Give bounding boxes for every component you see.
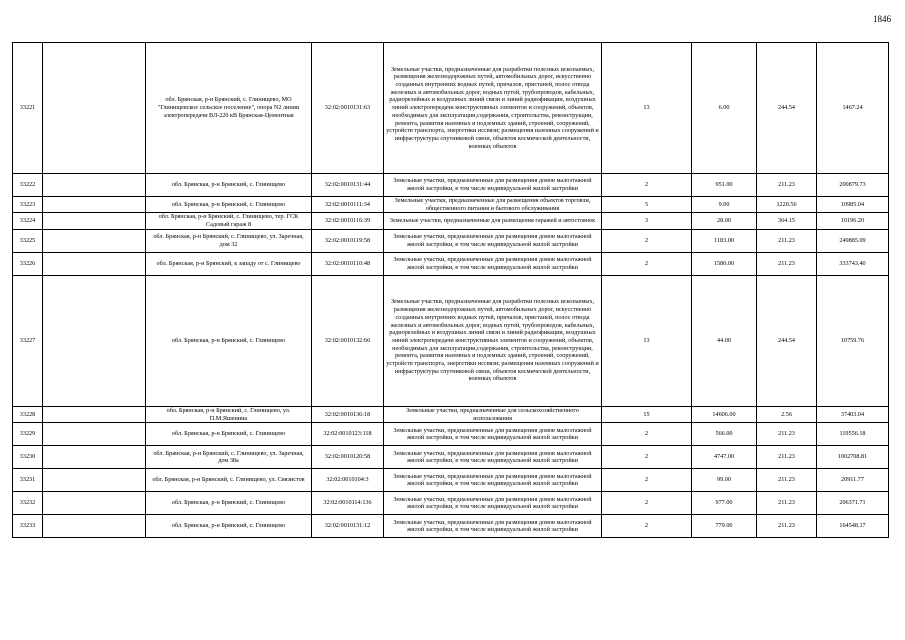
- cadastral-value-table: [12, 42, 889, 538]
- area-cell: 4747.00: [692, 446, 757, 469]
- table-row: [13, 43, 889, 174]
- address-cell: обл. Брянская, р-н Брянский, с. Глинищево, тер. ГСК Садовый гараж 8: [146, 213, 312, 229]
- land-purpose-cell: Земельные участки, предназначенные для размещения домов малоэтажной жилой застройки, в том числе индивидуальной жилой застройки: [384, 423, 602, 446]
- address-cell: обл. Брянская, р-н Брянский, с. Глинищево: [146, 492, 312, 515]
- table-row: [13, 492, 889, 515]
- land-purpose-cell: Земельные участки, предназначенные для размещения гаражей и автостоянок: [384, 213, 602, 229]
- address-cell: обл. Брянская, р-н Брянский, с. Глинищево, ул. Связистов: [146, 469, 312, 492]
- area-cell: 951.00: [692, 174, 757, 197]
- blank-column: [43, 43, 146, 174]
- record-id: 33233: [13, 515, 43, 538]
- rate-cell: 211.23: [757, 423, 817, 446]
- record-id: 33226: [13, 252, 43, 275]
- area-cell: 28.00: [692, 213, 757, 229]
- record-id: 33230: [13, 446, 43, 469]
- record-id: 33224: [13, 213, 43, 229]
- cadastral-value-cell: 333743.40: [817, 252, 889, 275]
- rate-cell: 211.23: [757, 446, 817, 469]
- record-id: 33229: [13, 423, 43, 446]
- cadastral-value-cell: 119556.18: [817, 423, 889, 446]
- record-id: 33225: [13, 229, 43, 252]
- address-cell: обл. Брянская, р-н Брянский, с. Глинищево: [146, 275, 312, 406]
- land-purpose-cell: Земельные участки, предназначенные для сельскохозяйственного использования: [384, 406, 602, 422]
- table-row: [13, 469, 889, 492]
- table-row: [13, 252, 889, 275]
- page-number: 1846: [873, 14, 891, 24]
- table-row: [13, 197, 889, 213]
- record-id: 33228: [13, 406, 43, 422]
- cadastral-value-cell: 20911.77: [817, 469, 889, 492]
- table-row: [13, 229, 889, 252]
- table-row: [13, 515, 889, 538]
- table-row: [13, 406, 889, 422]
- land-purpose-cell: Земельные участки, предназначенные для размещения домов малоэтажной жилой застройки, в том числе индивидуальной жилой застройки: [384, 446, 602, 469]
- area-cell: 99.00: [692, 469, 757, 492]
- cadastral-number-cell: 32:02:0010131:63: [312, 43, 384, 174]
- cadastral-value-cell: 249885.09: [817, 229, 889, 252]
- cadastral-value-cell: 37403.04: [817, 406, 889, 422]
- blank-column: [43, 469, 146, 492]
- group-cell: 13: [602, 43, 692, 174]
- rate-cell: 364.15: [757, 213, 817, 229]
- address-cell: обл. Брянская, р-н Брянский, с. Глинищево, ул. Заречная, дом 38а: [146, 446, 312, 469]
- blank-column: [43, 213, 146, 229]
- cadastral-number-cell: 32:02:0010104:3: [312, 469, 384, 492]
- rate-cell: 244.54: [757, 43, 817, 174]
- address-cell: обл. Брянская, р-н Брянский, с. Глинищево, ул. П.М.Яшенина: [146, 406, 312, 422]
- area-cell: 14606.00: [692, 406, 757, 422]
- area-cell: 44.00: [692, 275, 757, 406]
- area-cell: 6.00: [692, 43, 757, 174]
- blank-column: [43, 406, 146, 422]
- record-id: 33231: [13, 469, 43, 492]
- cadastral-value-cell: 1002708.81: [817, 446, 889, 469]
- cadastral-number-cell: 32:02:0010119:58: [312, 229, 384, 252]
- cadastral-number-cell: 32:02:0010131:12: [312, 515, 384, 538]
- record-id: 33232: [13, 492, 43, 515]
- group-cell: 3: [602, 213, 692, 229]
- address-cell: обл. Брянская, р-н Брянский, с. Глинищево: [146, 423, 312, 446]
- table-row: [13, 446, 889, 469]
- blank-column: [43, 423, 146, 446]
- blank-column: [43, 446, 146, 469]
- group-cell: 2: [602, 515, 692, 538]
- group-cell: 2: [602, 469, 692, 492]
- rate-cell: 244.54: [757, 275, 817, 406]
- area-cell: 9.00: [692, 197, 757, 213]
- land-purpose-cell: Земельные участки, предназначенные для размещения домов малоэтажной жилой застройки, в том числе индивидуальной жилой застройки: [384, 469, 602, 492]
- land-purpose-cell: Земельные участки, предназначенные для размещения домов малоэтажной жилой застройки, в том числе индивидуальной жилой застройки: [384, 252, 602, 275]
- cadastral-number-cell: 32:02:0010131:44: [312, 174, 384, 197]
- cadastral-value-cell: 10196.20: [817, 213, 889, 229]
- blank-column: [43, 174, 146, 197]
- area-cell: 1580.00: [692, 252, 757, 275]
- table-row: [13, 213, 889, 229]
- blank-column: [43, 492, 146, 515]
- address-cell: обл. Брянская, р-н Брянский, с. Глинищево, МО "Глинищевское сельское поселение", опора N2 линии электропередачи ВЛ-220 кВ Брянская-Цементная: [146, 43, 312, 174]
- record-id: 33223: [13, 197, 43, 213]
- rate-cell: 211.23: [757, 229, 817, 252]
- address-cell: обл. Брянская, р-н Брянский, с. Глинищево: [146, 174, 312, 197]
- group-cell: 2: [602, 229, 692, 252]
- address-cell: обл. Брянская, р-н Брянский, с. Глинищево, ул. Заречная, дом 32: [146, 229, 312, 252]
- cadastral-value-cell: 200879.73: [817, 174, 889, 197]
- group-cell: 5: [602, 197, 692, 213]
- group-cell: 2: [602, 446, 692, 469]
- land-purpose-cell: Земельные участки, предназначенные для размещения домов малоэтажной жилой застройки, в том числе индивидуальной жилой застройки: [384, 515, 602, 538]
- group-cell: 2: [602, 492, 692, 515]
- cadastral-number-cell: 32:02:0010120:58: [312, 446, 384, 469]
- land-purpose-cell: Земельные участки, предназначенные для размещения домов малоэтажной жилой застройки, в том числе индивидуальной жилой застройки: [384, 174, 602, 197]
- land-purpose-cell: Земельные участки, предназначенные для разработки полезных ископаемых, размещения железнодорожных путей, автомобильных дорог, искусственно созданных внутренних водных путей, причалов, пристаней, полос отвода железных и автомобильных дорог, водных путей, трубопроводов, кабельных, радиорелейных и воздушных линий связи и линий радиофикации, воздушных линий электропередачи конструктивных элементов и сооружений, объектов, необходимых для эксплуатации,содержания, строительства, реконструкции, ремонта, развития наземных и подземных зданий, строений, сооружений, устройств транспорта, энергетики иссвязи; размещения наземных сооружений и инфраструктуры спутниковой связи, объектов космической деятельности, военных объектов: [384, 275, 602, 406]
- rate-cell: 211.23: [757, 174, 817, 197]
- cadastral-value-cell: 1467.24: [817, 43, 889, 174]
- group-cell: 2: [602, 423, 692, 446]
- cadastral-number-cell: 32:02:0010111:34: [312, 197, 384, 213]
- table-row: [13, 174, 889, 197]
- cadastral-value-cell: 206371.71: [817, 492, 889, 515]
- cadastral-number-cell: 32:02:0010110:48: [312, 252, 384, 275]
- record-id: 33222: [13, 174, 43, 197]
- group-cell: 2: [602, 252, 692, 275]
- group-cell: 2: [602, 174, 692, 197]
- cadastral-number-cell: 32:02:0010114:136: [312, 492, 384, 515]
- cadastral-number-cell: 32:02:0010136:18: [312, 406, 384, 422]
- cadastral-value-cell: 10985.04: [817, 197, 889, 213]
- land-purpose-cell: Земельные участки, предназначенные для размещения домов малоэтажной жилой застройки, в том числе индивидуальной жилой застройки: [384, 229, 602, 252]
- area-cell: 977.00: [692, 492, 757, 515]
- address-cell: обл. Брянская, р-н Брянский, к западу от с. Глинищево: [146, 252, 312, 275]
- rate-cell: 1220.56: [757, 197, 817, 213]
- address-cell: обл. Брянская, р-н Брянский, с. Глинищево: [146, 197, 312, 213]
- rate-cell: 211.23: [757, 515, 817, 538]
- blank-column: [43, 197, 146, 213]
- cadastral-value-cell: 164548.17: [817, 515, 889, 538]
- address-cell: обл. Брянская, р-н Брянский, с. Глинищево: [146, 515, 312, 538]
- rate-cell: 211.23: [757, 252, 817, 275]
- cadastral-number-cell: 32:02:0010123:118: [312, 423, 384, 446]
- group-cell: 15: [602, 406, 692, 422]
- cadastral-number-cell: 32:02:0010116:39: [312, 213, 384, 229]
- land-purpose-cell: Земельные участки, предназначенные для разработки полезных ископаемых, размещения железнодорожных путей, автомобильных дорог, искусственно созданных внутренних водных путей, причалов, пристаней, полос отвода железных и автомобильных дорог, водных путей, трубопроводов, кабельных, радиорелейных и воздушных линий связи и линий радиофикации, воздушных линий электропередачи конструктивных элементов и сооружений, объектов, необходимых для эксплуатации,содержания, строительства, реконструкции, ремонта, развития наземных и подземных зданий, строений, сооружений, устройств транспорта, энергетики иссвязи; размещения наземных сооружений и инфраструктуры спутниковой связи, объектов космической деятельности, военных объектов: [384, 43, 602, 174]
- blank-column: [43, 229, 146, 252]
- land-purpose-cell: Земельные участки, предназначенные для размещения объектов торговли, общественного питания и бытового обслуживания: [384, 197, 602, 213]
- area-cell: 566.00: [692, 423, 757, 446]
- land-purpose-cell: Земельные участки, предназначенные для размещения домов малоэтажной жилой застройки, в том числе индивидуальной жилой застройки: [384, 492, 602, 515]
- group-cell: 13: [602, 275, 692, 406]
- rate-cell: 211.23: [757, 492, 817, 515]
- table-row: [13, 275, 889, 406]
- blank-column: [43, 252, 146, 275]
- table-row: [13, 423, 889, 446]
- record-id: 33221: [13, 43, 43, 174]
- area-cell: 1183.00: [692, 229, 757, 252]
- blank-column: [43, 275, 146, 406]
- area-cell: 779.00: [692, 515, 757, 538]
- blank-column: [43, 515, 146, 538]
- cadastral-number-cell: 32:02:0010132:66: [312, 275, 384, 406]
- rate-cell: 2.56: [757, 406, 817, 422]
- cadastral-value-cell: 10759.76: [817, 275, 889, 406]
- rate-cell: 211.23: [757, 469, 817, 492]
- record-id: 33227: [13, 275, 43, 406]
